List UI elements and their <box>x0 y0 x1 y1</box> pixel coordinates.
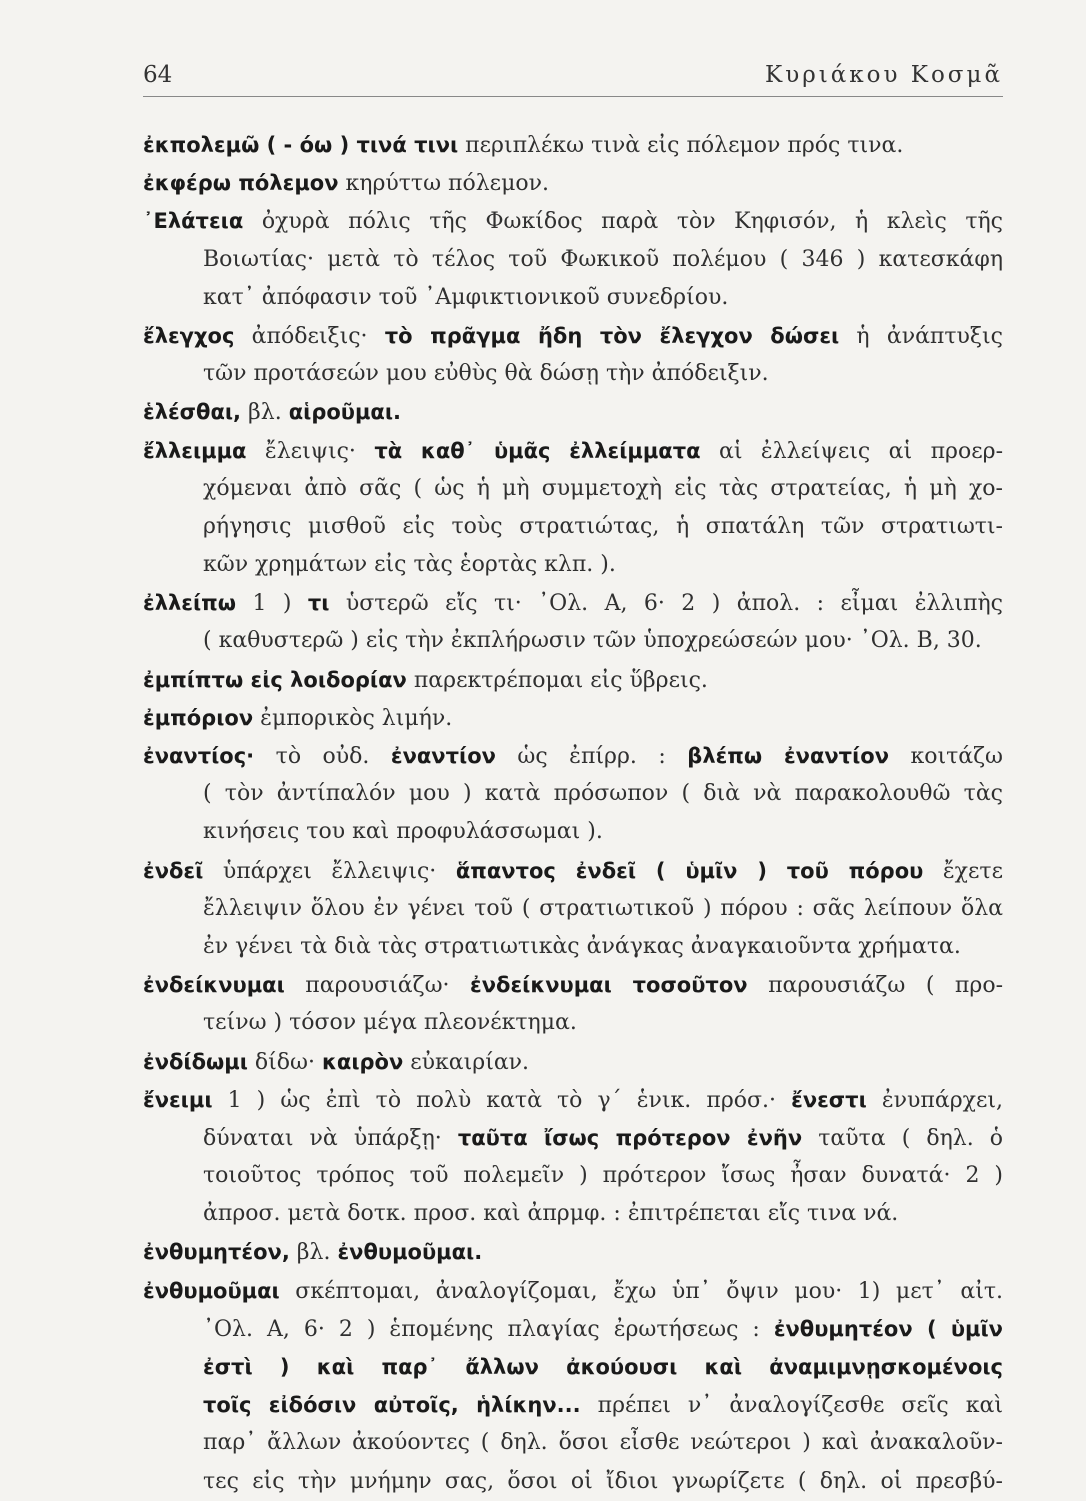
text-run: πρέπει ν᾿ ἀναλογίζεσθε σεῖς καὶ <box>580 1393 1003 1419</box>
bold-text: ἐνθυμοῦμαι <box>143 1278 280 1303</box>
text-line <box>143 393 1003 431</box>
text-run: αἱ ἐλλείψεις αἱ προερ- <box>700 438 1003 464</box>
text-line <box>143 1004 1003 1042</box>
bold-text: ταῦτα ἴσως πρότερον ἐνῆν <box>457 1125 803 1150</box>
text-run: ᾿Ολ. Α, 6· 2 ) ἑπομένης πλαγίας ἐρωτήσεως : <box>203 1316 774 1342</box>
bold-text: ἔνειμι <box>143 1087 213 1112</box>
text-run: ἐν γένει τὰ διὰ τὰς στρατιωτικὰς ἀνάγκας ἀναγκαιοῦντα χρήματα. <box>203 933 961 959</box>
bold-text: ἐνθυμητέον, <box>143 1240 290 1265</box>
text-line <box>143 699 1003 737</box>
text-run: κινήσεις του καὶ προφυλάσσωμαι ). <box>203 819 603 845</box>
text-run: ρήγησις μισθοῦ εἰς τοὺς στρατιώτας, ἡ σπατάλη τῶν στρατιωτι- <box>203 513 1003 539</box>
text-line <box>143 1233 1003 1271</box>
bold-text: ἑλέσθαι, <box>143 400 242 425</box>
bold-text: ἐστὶ ) καὶ παρ᾿ ἄλλων ἀκούουσι καὶ ἀναμιμνῃσκομένοις <box>203 1355 1003 1379</box>
text-line <box>143 202 1003 240</box>
page-number: 64 <box>143 62 173 88</box>
text-line <box>143 1119 1003 1157</box>
text-line <box>143 737 1003 775</box>
text-run: ὡς ἐπίρρ. : <box>495 744 688 769</box>
text-line <box>143 1195 1003 1233</box>
text-line <box>143 1043 1003 1081</box>
text-run: κηρύττω πόλεμον. <box>338 171 549 197</box>
bold-text: ἔνεστι <box>791 1087 867 1112</box>
text-line <box>143 126 1003 164</box>
text-line <box>143 622 1003 660</box>
text-run: τῶν προτάσεών μου εὐθὺς θὰ δώσῃ τὴν ἀπόδειξιν. <box>203 361 769 387</box>
text-run: ( τὸν ἀντίπαλόν μου ) κατὰ πρόσωπον ( διὰ νὰ παρακολουθῶ τὰς <box>203 781 1003 807</box>
text-line <box>143 1272 1003 1310</box>
text-run: ἡ ἀνάπτυξις <box>839 323 1003 349</box>
text-line <box>143 355 1003 393</box>
bold-text: ᾿Ελάτεια <box>143 209 244 234</box>
text-line <box>143 470 1003 508</box>
text-line <box>143 966 1003 1004</box>
text-run: τες εἰς τὴν μνήμην σας, ὅσοι οἱ ἴδιοι γνωρίζετε ( δηλ. οἱ πρεσβύ- <box>203 1468 1003 1494</box>
dictionary-entries <box>143 126 1003 1501</box>
bold-text: τοῖς εἰδόσιν αὐτοῖς, ἡλίκην... <box>203 1393 581 1418</box>
text-line <box>143 546 1003 584</box>
text-run: ἔλειψις· <box>246 438 375 464</box>
text-run: παρ᾿ ἄλλων ἀκούοντες ( δηλ. ὅσοι εἶσθε νεώτεροι ) καὶ ἀνακαλοῦν- <box>203 1430 1003 1456</box>
header-rule <box>143 96 1003 97</box>
bold-text: ἅπαντος ἐνδεῖ ( ὑμῖν ) τοῦ πόρου <box>455 858 924 883</box>
text-run: ἀπόδειξις· <box>234 323 385 349</box>
text-line <box>143 584 1003 622</box>
text-run: ἀπροσ. μετὰ δοτκ. προσ. καὶ ἀπρμφ. : ἐπιτρέπεται εἴς τινα νά. <box>203 1201 899 1227</box>
text-line <box>143 1386 1003 1424</box>
text-run: παρουσιάζω· <box>284 973 471 999</box>
text-line <box>143 890 1003 928</box>
text-run: βλ. <box>241 400 289 426</box>
bold-text: ἐκπολεμῶ ( - όω ) τινά τινι <box>143 133 459 157</box>
text-line <box>143 1081 1003 1119</box>
text-run: ἐνυπάρχει, <box>866 1087 1003 1113</box>
page-header <box>143 62 1003 96</box>
text-line <box>143 1463 1003 1501</box>
text-run: παρεκτρέπομαι εἰς ὕβρεις. <box>406 667 708 693</box>
text-line <box>143 508 1003 546</box>
bold-text: ἐνθυμητέον ( ὑμῖν <box>773 1316 1003 1341</box>
text-run: ὀχυρὰ πόλις τῆς Φωκίδος παρὰ τὸν Κηφισόν, ἡ κλεὶς τῆς <box>243 209 1003 235</box>
text-run: τείνω ) τόσον μέγα πλεονέκτημα. <box>203 1010 577 1036</box>
text-line <box>143 1424 1003 1462</box>
text-line <box>143 317 1003 355</box>
text-run: ἐμπορικὸς λιμήν. <box>253 705 453 731</box>
text-line <box>143 432 1003 470</box>
text-run: ἔλλειψιν ὅλου ἐν γένει τοῦ ( στρατιωτικοῦ ) πόρου : σᾶς λείπουν ὅλα <box>203 895 1003 921</box>
text-run: ὑπάρχει ἔλλειψις· <box>203 858 456 884</box>
bold-text: τὰ καθ᾿ ὑμᾶς ἐλλείμματα <box>374 438 701 463</box>
text-run: περιπλέκω τινὰ εἰς πόλεμον πρός τινα. <box>458 133 904 158</box>
bold-text: ἔλλειμμα <box>143 438 247 463</box>
bold-text: τι <box>307 591 330 616</box>
text-run: τοιοῦτος τρόπος τοῦ πολεμεῖν ) πρότερον ἴσως ἦσαν δυνατά· 2 ) <box>203 1163 1003 1189</box>
bold-text: ἐναντίον <box>390 744 496 768</box>
bold-text: ἐναντίος· <box>143 744 255 768</box>
text-run: 1 ) ὡς ἐπὶ τὸ πολὺ κατὰ τὸ γ΄ ἑνικ. πρόσ.· <box>212 1087 792 1113</box>
text-line <box>143 852 1003 890</box>
text-line <box>143 775 1003 813</box>
bold-text: ἐμπίπτω εἰς λοιδορίαν <box>143 667 407 692</box>
bold-text: τὸ πρᾶγμα ἤδη τὸν ἔλεγχον δώσει <box>384 323 840 348</box>
running-head: Κυριάκου Κοσμᾶ <box>765 62 1003 88</box>
text-run: δίδω· <box>247 1049 322 1075</box>
text-run: ὑστερῶ εἴς τι· ᾿Ολ. Α, 6· 2 ) ἀπολ. : εἶμαι ἐλλιπὴς <box>329 591 1003 617</box>
text-run: χόμεναι ἀπὸ σᾶς ( ὡς ἡ μὴ συμμετοχὴ εἰς τὰς στρατείας, ἡ μὴ χο- <box>203 475 1003 501</box>
bold-text: ἐνδείκνυμαι τοσοῦτον <box>470 973 748 998</box>
text-line <box>143 661 1003 699</box>
text-run: κῶν χρημάτων εἰς τὰς ἑορτὰς κλπ. ). <box>203 552 616 578</box>
text-line <box>143 279 1003 317</box>
text-line <box>143 1348 1003 1386</box>
text-line <box>143 164 1003 202</box>
text-run: κοιτάζω <box>889 744 1003 769</box>
text-run: παρουσιάζω ( προ- <box>747 973 1003 999</box>
bold-text: ἐνδείκνυμαι <box>143 973 285 998</box>
text-run: Βοιωτίας· μετὰ τὸ τέλος τοῦ Φωκικοῦ πολέμου ( 346 ) κατεσκάφη <box>203 246 1003 272</box>
bold-text: ἔλεγχος <box>143 323 235 348</box>
bold-text: καιρὸν <box>321 1049 404 1074</box>
text-run: δύναται νὰ ὑπάρξῃ· <box>203 1125 458 1151</box>
text-line <box>143 928 1003 966</box>
text-run: 1 ) <box>236 591 308 617</box>
bold-text: βλέπω ἐναντίον <box>687 744 889 768</box>
text-run: ( καθυστερῶ ) εἰς τὴν ἐκπλήρωσιν τῶν ὑποχρεώσεών μου· ᾿Ολ. Β, 30. <box>203 628 982 654</box>
bold-text: ἐνδεῖ <box>143 858 204 883</box>
bold-text: ἐνδίδωμι <box>143 1049 248 1074</box>
text-run: ταῦτα ( δηλ. ὁ <box>802 1125 1003 1151</box>
text-run: τὸ οὐδ. <box>254 744 391 769</box>
text-run: σκέπτομαι, ἀναλογίζομαι, ἔχω ὑπ᾿ ὄψιν μου· 1) μετ᾿ αἰτ. <box>279 1278 1003 1304</box>
text-line <box>143 1310 1003 1348</box>
text-run: ἔχετε <box>923 858 1003 884</box>
bold-text: ἐκφέρω πόλεμον <box>143 171 339 196</box>
bold-text: ἐνθυμοῦμαι. <box>337 1240 483 1265</box>
bold-text: ἐλλείπω <box>143 591 237 616</box>
text-line <box>143 813 1003 851</box>
text-line <box>143 241 1003 279</box>
text-run: κατ᾿ ἀπόφασιν τοῦ ᾿Αμφικτιονικοῦ συνεδρίου. <box>203 284 729 310</box>
text-run: βλ. <box>289 1240 338 1266</box>
text-run: εὐκαιρίαν. <box>403 1049 530 1075</box>
bold-text: ἐμπόριον <box>143 705 254 730</box>
text-line <box>143 1157 1003 1195</box>
bold-text: αἱροῦμαι. <box>288 400 401 425</box>
